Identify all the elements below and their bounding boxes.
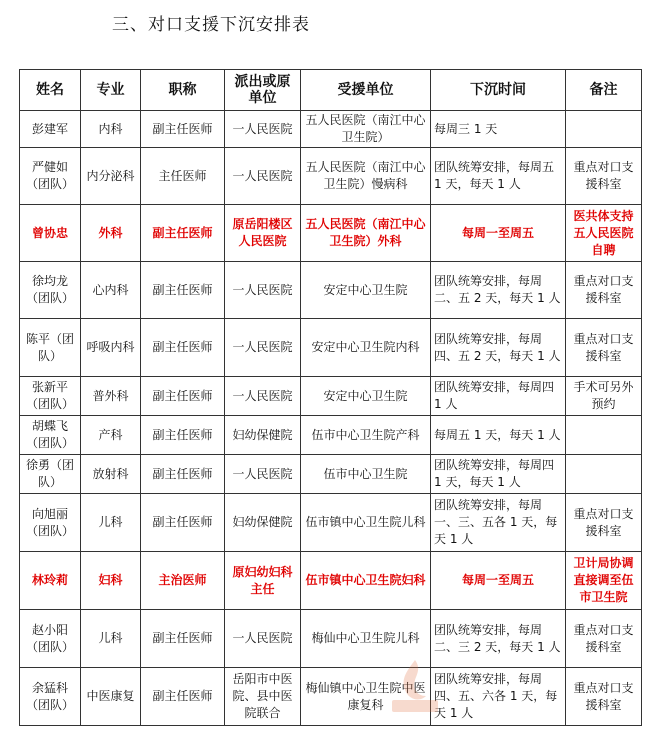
cell-name: 陈平（团队） bbox=[20, 319, 81, 377]
table-row bbox=[20, 668, 642, 726]
cell-title: 主任医师 bbox=[141, 148, 225, 205]
cell-schedule: 团队统筹安排，每周二、五 2 天，每天 1 人 bbox=[431, 262, 566, 319]
cell-schedule: 团队统筹安排，每周五 1 天，每天 1 人 bbox=[431, 148, 566, 205]
cell-origin: 一人民医院 bbox=[225, 262, 301, 319]
cell-name: 徐均龙（团队） bbox=[20, 262, 81, 319]
table-row bbox=[20, 416, 642, 455]
header-title: 职称 bbox=[141, 70, 225, 111]
cell-note: 重点对口支援科室 bbox=[566, 668, 642, 726]
cell-schedule: 团队统筹安排，每周四 1 天，每天 1 人 bbox=[431, 455, 566, 494]
table-row bbox=[20, 111, 642, 148]
cell-name: 赵小阳（团队） bbox=[20, 610, 81, 668]
cell-note: 手术可另外预约 bbox=[566, 377, 642, 416]
cell-origin: 一人民医院 bbox=[225, 377, 301, 416]
cell-note: 重点对口支援科室 bbox=[566, 319, 642, 377]
cell-name: 余猛科（团队） bbox=[20, 668, 81, 726]
cell-schedule: 团队统筹安排，每周二、三 2 天，每天 1 人 bbox=[431, 610, 566, 668]
table-row bbox=[20, 319, 642, 377]
cell-target: 伍市镇中心卫生院儿科 bbox=[301, 494, 431, 552]
cell-name: 胡蝶飞（团队） bbox=[20, 416, 81, 455]
cell-target: 五人民医院（南江中心卫生院）慢病科 bbox=[301, 148, 431, 205]
cell-specialty: 心内科 bbox=[81, 262, 141, 319]
cell-schedule: 每周一至周五 bbox=[431, 552, 566, 610]
cell-specialty: 呼吸内科 bbox=[81, 319, 141, 377]
cell-target: 五人民医院（南江中心卫生院） bbox=[301, 111, 431, 148]
header-note: 备注 bbox=[566, 70, 642, 111]
table-row bbox=[20, 455, 642, 494]
cell-target: 伍市中心卫生院 bbox=[301, 455, 431, 494]
cell-note: 卫计局协调直接调至伍市卫生院 bbox=[566, 552, 642, 610]
cell-target: 伍市镇中心卫生院妇科 bbox=[301, 552, 431, 610]
cell-note: 重点对口支援科室 bbox=[566, 262, 642, 319]
cell-target: 安定中心卫生院 bbox=[301, 377, 431, 416]
cell-title: 副主任医师 bbox=[141, 319, 225, 377]
cell-target: 安定中心卫生院内科 bbox=[301, 319, 431, 377]
table-row bbox=[20, 610, 642, 668]
cell-origin: 一人民医院 bbox=[225, 610, 301, 668]
cell-specialty: 普外科 bbox=[81, 377, 141, 416]
cell-note bbox=[566, 111, 642, 148]
table-row bbox=[20, 494, 642, 552]
cell-schedule: 团队统筹安排，每周一、三、五各 1 天，每天 1 人 bbox=[431, 494, 566, 552]
cell-origin: 一人民医院 bbox=[225, 111, 301, 148]
table-row bbox=[20, 205, 642, 262]
cell-target: 梅仙中心卫生院儿科 bbox=[301, 610, 431, 668]
cell-schedule: 团队统筹安排，每周四 1 人 bbox=[431, 377, 566, 416]
cell-target: 梅仙镇中心卫生院中医康复科 bbox=[301, 668, 431, 726]
cell-title: 副主任医师 bbox=[141, 416, 225, 455]
cell-target: 伍市中心卫生院产科 bbox=[301, 416, 431, 455]
cell-schedule: 每周五 1 天，每天 1 人 bbox=[431, 416, 566, 455]
cell-title: 副主任医师 bbox=[141, 668, 225, 726]
cell-target: 安定中心卫生院 bbox=[301, 262, 431, 319]
cell-origin: 妇幼保健院 bbox=[225, 494, 301, 552]
cell-title: 副主任医师 bbox=[141, 111, 225, 148]
table-row bbox=[20, 552, 642, 610]
logo-watermark-icon bbox=[388, 656, 442, 716]
cell-target: 五人民医院（南江中心卫生院）外科 bbox=[301, 205, 431, 262]
cell-origin: 原岳阳楼区人民医院 bbox=[225, 205, 301, 262]
cell-origin: 一人民医院 bbox=[225, 455, 301, 494]
cell-origin: 一人民医院 bbox=[225, 148, 301, 205]
cell-note: 重点对口支援科室 bbox=[566, 610, 642, 668]
cell-name: 彭建军 bbox=[20, 111, 81, 148]
cell-schedule: 每周三 1 天 bbox=[431, 111, 566, 148]
cell-specialty: 放射科 bbox=[81, 455, 141, 494]
cell-origin: 原妇幼妇科主任 bbox=[225, 552, 301, 610]
cell-name: 曾协忠 bbox=[20, 205, 81, 262]
cell-note: 重点对口支援科室 bbox=[566, 148, 642, 205]
cell-specialty: 儿科 bbox=[81, 494, 141, 552]
page-title: 三、对口支援下沉安排表 bbox=[112, 15, 310, 35]
cell-note bbox=[566, 455, 642, 494]
cell-specialty: 内科 bbox=[81, 111, 141, 148]
cell-title: 副主任医师 bbox=[141, 377, 225, 416]
cell-specialty: 产科 bbox=[81, 416, 141, 455]
table-row bbox=[20, 148, 642, 205]
table-row bbox=[20, 262, 642, 319]
header-schedule: 下沉时间 bbox=[431, 70, 566, 111]
cell-title: 副主任医师 bbox=[141, 262, 225, 319]
cell-specialty: 儿科 bbox=[81, 610, 141, 668]
cell-title: 副主任医师 bbox=[141, 455, 225, 494]
cell-specialty: 外科 bbox=[81, 205, 141, 262]
cell-title: 副主任医师 bbox=[141, 610, 225, 668]
cell-name: 向旭丽（团队） bbox=[20, 494, 81, 552]
table-body bbox=[20, 111, 642, 726]
assignment-table bbox=[19, 69, 642, 726]
cell-specialty: 中医康复 bbox=[81, 668, 141, 726]
header-specialty: 专业 bbox=[81, 70, 141, 111]
header-row bbox=[20, 70, 642, 111]
cell-note: 重点对口支援科室 bbox=[566, 494, 642, 552]
cell-schedule: 团队统筹安排，每周四、五、六各 1 天，每天 1 人 bbox=[431, 668, 566, 726]
cell-schedule: 每周一至周五 bbox=[431, 205, 566, 262]
cell-name: 林玲莉 bbox=[20, 552, 81, 610]
cell-name: 徐勇（团队） bbox=[20, 455, 81, 494]
cell-origin: 岳阳市中医院、县中医院联合 bbox=[225, 668, 301, 726]
cell-origin: 妇幼保健院 bbox=[225, 416, 301, 455]
cell-title: 主治医师 bbox=[141, 552, 225, 610]
cell-title: 副主任医师 bbox=[141, 494, 225, 552]
cell-title: 副主任医师 bbox=[141, 205, 225, 262]
header-name: 姓名 bbox=[20, 70, 81, 111]
table-row bbox=[20, 377, 642, 416]
cell-specialty: 内分泌科 bbox=[81, 148, 141, 205]
header-origin: 派出或原单位 bbox=[225, 70, 301, 111]
cell-specialty: 妇科 bbox=[81, 552, 141, 610]
cell-origin: 一人民医院 bbox=[225, 319, 301, 377]
cell-note bbox=[566, 416, 642, 455]
cell-name: 严健如（团队） bbox=[20, 148, 81, 205]
cell-name: 张新平（团队） bbox=[20, 377, 81, 416]
cell-note: 医共体支持五人民医院自聘 bbox=[566, 205, 642, 262]
header-target: 受援单位 bbox=[301, 70, 431, 111]
cell-schedule: 团队统筹安排，每周四、五 2 天，每天 1 人 bbox=[431, 319, 566, 377]
